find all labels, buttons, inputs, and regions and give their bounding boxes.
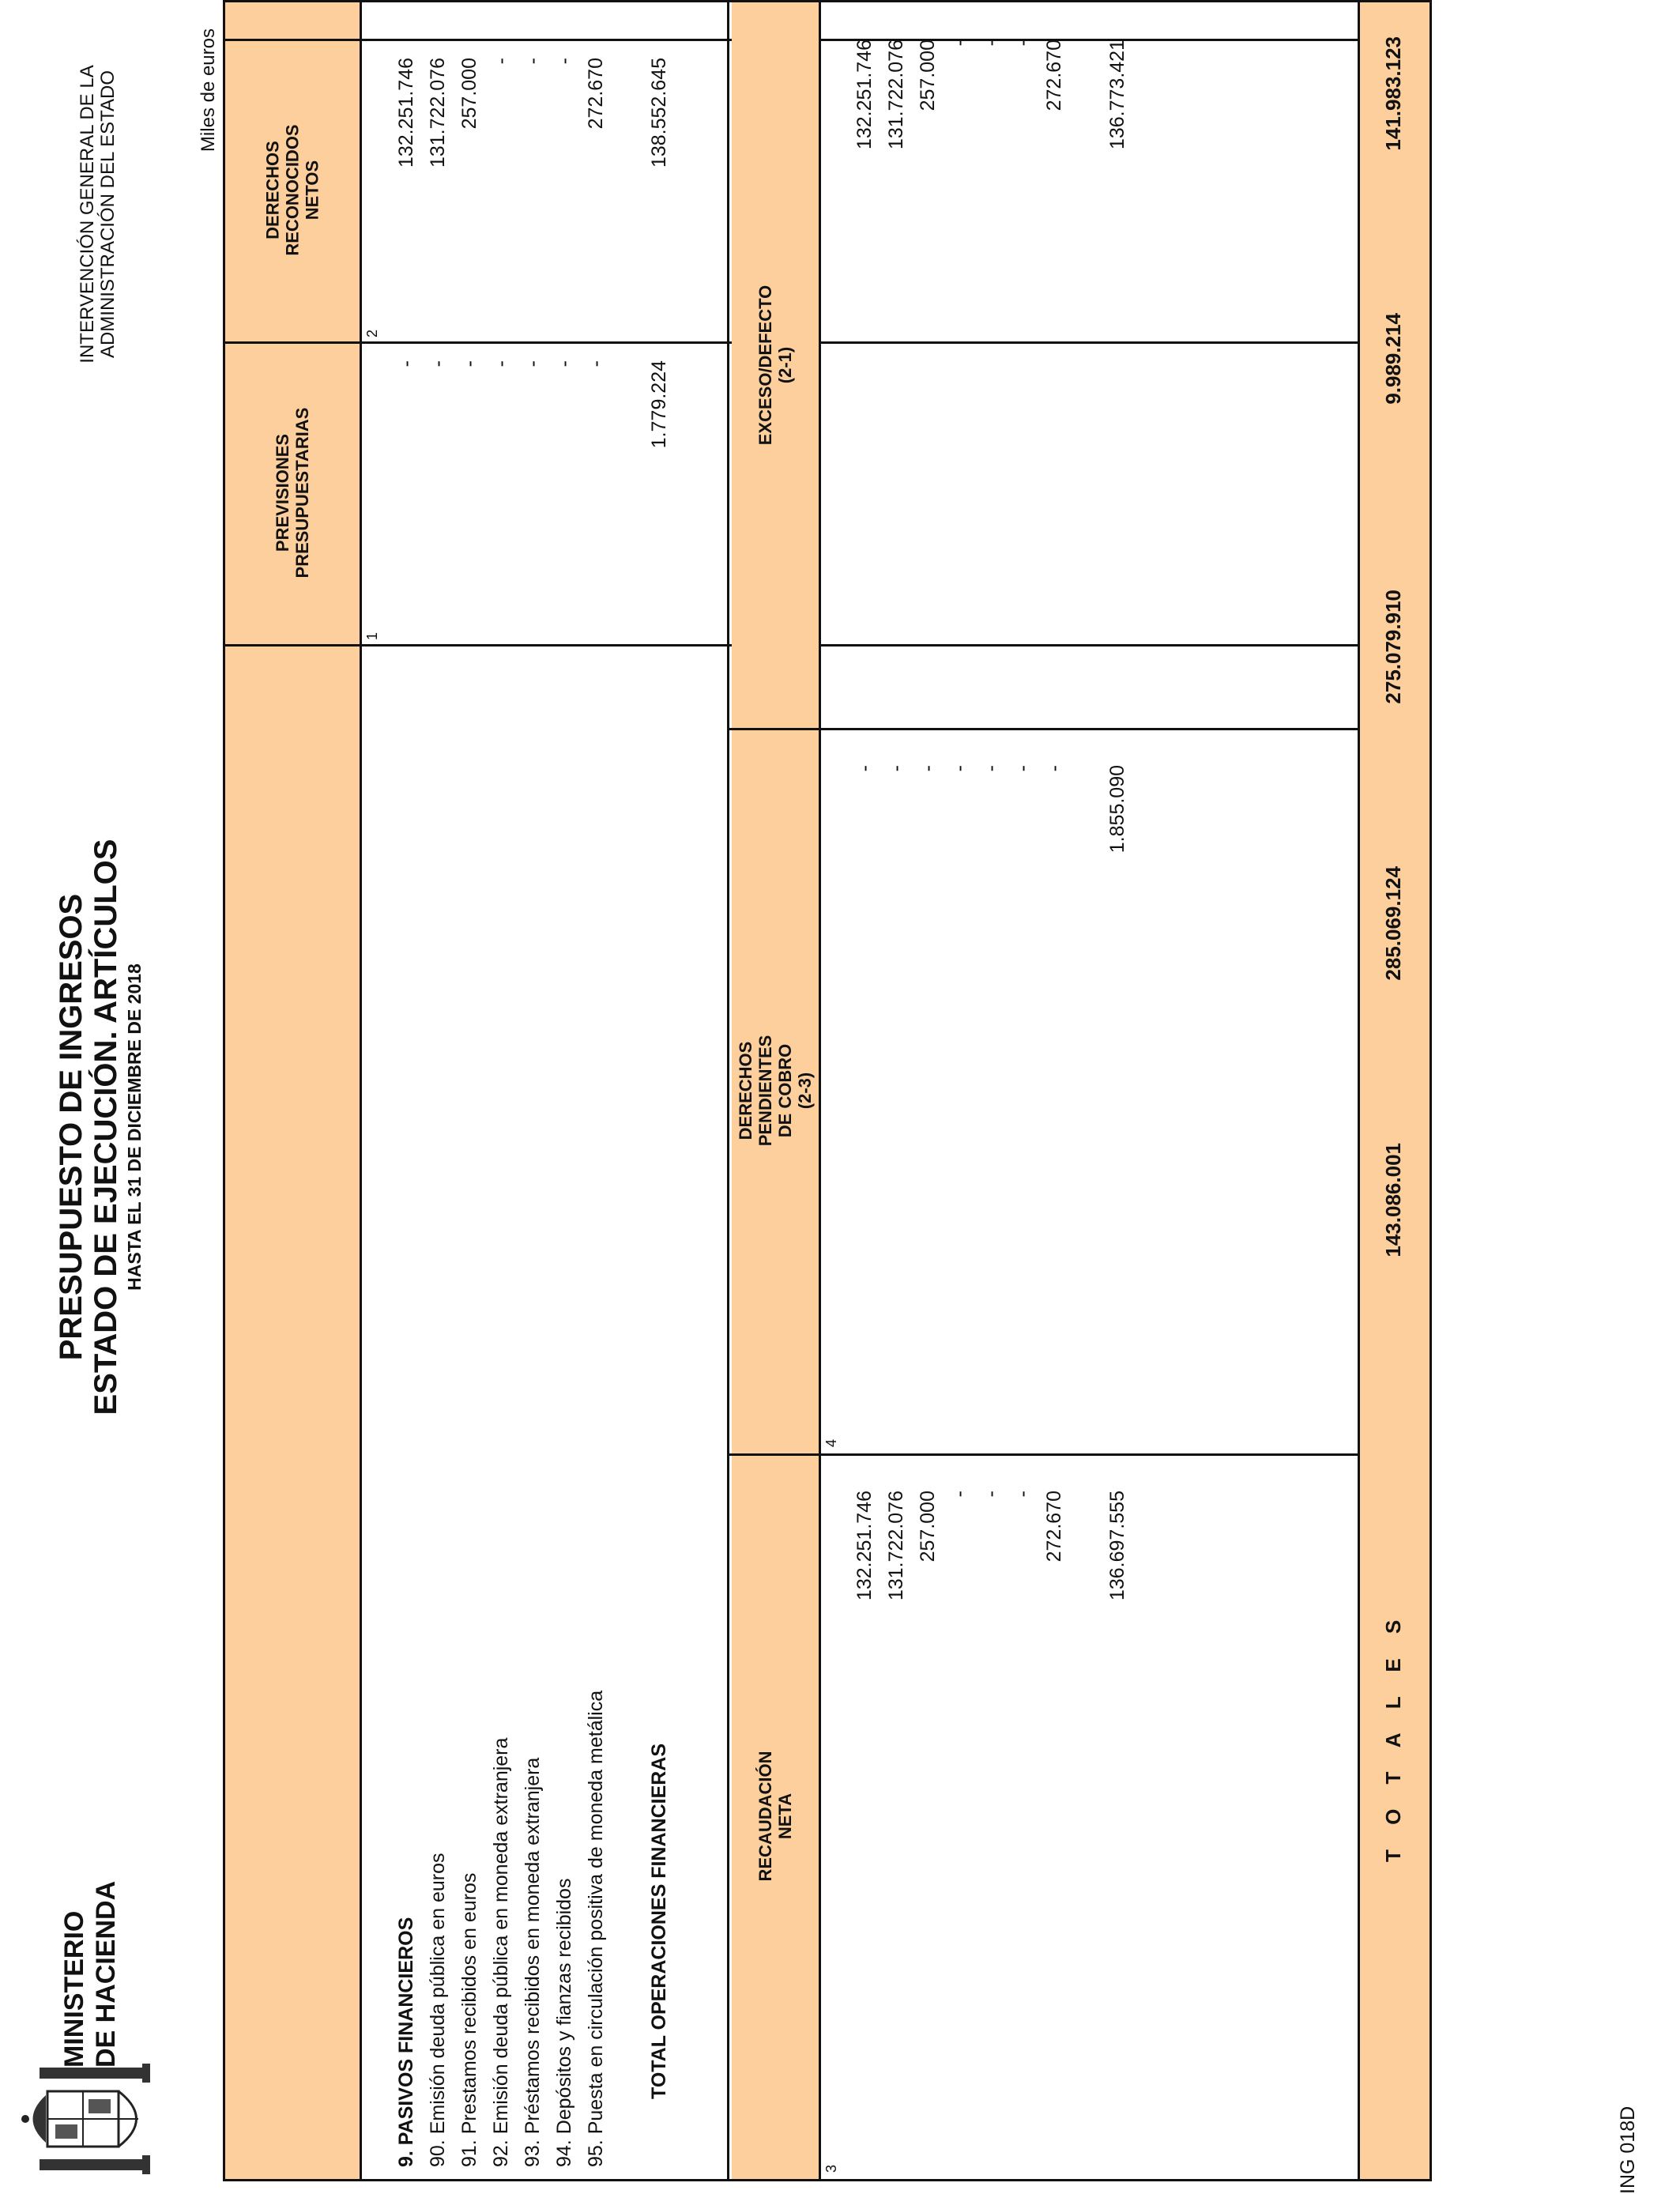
cell-r3-c4: - bbox=[948, 765, 970, 772]
column-header-1 bbox=[225, 341, 360, 644]
column-header-2-line-1: DERECHOS bbox=[262, 141, 283, 239]
cell-total-ops-c5: 136.773.421 bbox=[1106, 40, 1128, 150]
cell-r1-c2: 131.722.076 bbox=[427, 58, 449, 168]
cell-r6-c5: 272.670 bbox=[1043, 40, 1065, 111]
column-header-3 bbox=[732, 1453, 819, 2179]
column-divider-5 bbox=[729, 728, 1360, 730]
cell-r6-c2: 272.670 bbox=[585, 58, 607, 130]
column-number-2: 2 bbox=[364, 329, 380, 337]
column-header-5-line-1: EXCESO/DEFECTO bbox=[755, 285, 775, 446]
cell-total-ops-c1: 1.779.224 bbox=[648, 360, 670, 449]
cell-r1-c5: 131.722.076 bbox=[885, 40, 907, 150]
cell-r4-c2: - bbox=[522, 58, 544, 65]
cell-r6-c3: 272.670 bbox=[1043, 1491, 1065, 1563]
column-header-2 bbox=[225, 39, 360, 341]
cell-r2-c3: 257.000 bbox=[917, 1491, 939, 1563]
cell-r2-c4: - bbox=[917, 765, 939, 772]
column-header-2-line-2: RECONOCIDOS bbox=[282, 124, 303, 256]
column-number-1: 1 bbox=[364, 631, 380, 640]
header-overflow bbox=[225, 2, 360, 39]
total-c2: 285.069.124 bbox=[1381, 866, 1405, 981]
cell-r1-c3: 131.722.076 bbox=[885, 1491, 907, 1601]
row-label-94: 94. Depósitos y fianzas recibidos bbox=[553, 1878, 575, 2167]
row-label-91: 91. Prestamos recibidos en euros bbox=[458, 1872, 480, 2167]
total-c5: 141.983.123 bbox=[1381, 36, 1405, 151]
total-c4: 9.989.214 bbox=[1381, 313, 1405, 405]
ministry-name bbox=[58, 1881, 122, 2068]
budget-table bbox=[223, 0, 1432, 2181]
cell-r5-c4: - bbox=[1011, 765, 1034, 772]
column-header-3-line-1: RECAUDACIÓN bbox=[755, 1751, 775, 1882]
title-line-2: ESTADO DE EJECUCIÓN. ARTÍCULOS bbox=[89, 839, 123, 1416]
coat-of-arms-icon bbox=[16, 2060, 166, 2178]
cell-total-ops-c4: 1.855.090 bbox=[1106, 765, 1128, 854]
cell-r2-c5: 257.000 bbox=[917, 40, 939, 111]
column-divider-1 bbox=[223, 644, 1432, 647]
title-date: HASTA EL 31 DE DICIEMBRE DE 2018 bbox=[124, 963, 145, 1291]
cell-r2-c2: 257.000 bbox=[458, 58, 480, 130]
ministry-line-2: DE HACIENDA bbox=[91, 1880, 121, 2068]
block-divider bbox=[727, 2, 729, 2179]
label-header-cell bbox=[225, 644, 360, 2179]
block2-header-divider bbox=[819, 2, 821, 2179]
cell-r5-c5: - bbox=[1011, 40, 1034, 47]
cell-r5-c1: - bbox=[553, 360, 575, 368]
column-divider-4 bbox=[729, 1453, 1360, 1456]
column-header-4-line-3: DE COBRO bbox=[775, 1043, 795, 1138]
cell-r5-c2: - bbox=[553, 58, 575, 65]
cell-r0-c3: 132.251.746 bbox=[853, 1491, 876, 1601]
column-header-1-line-1: PREVISIONES bbox=[273, 433, 292, 552]
cell-total-ops-c2: 138.552.645 bbox=[648, 58, 670, 168]
column-header-4-line-4: (2-3) bbox=[795, 1072, 815, 1110]
report-title bbox=[54, 771, 145, 1483]
cell-r6-c1: - bbox=[585, 360, 607, 368]
cell-r0-c2: 132.251.746 bbox=[395, 58, 417, 168]
cell-r1-c1: - bbox=[427, 360, 449, 368]
cell-r3-c2: - bbox=[490, 58, 512, 65]
cell-r3-c3: - bbox=[948, 1491, 970, 1498]
column-header-4-line-1: DERECHOS bbox=[736, 1041, 755, 1140]
column-header-3-line-2: NETA bbox=[775, 1793, 795, 1840]
cell-r4-c1: - bbox=[522, 360, 544, 368]
row-label-92: 92. Emisión deuda pública en moneda extranjera bbox=[490, 1737, 512, 2167]
document-code: ING 018D bbox=[1617, 2105, 1639, 2194]
cell-r0-c4: - bbox=[853, 765, 876, 772]
cell-r2-c1: - bbox=[458, 360, 480, 368]
title-line-1: PRESUPUESTO DE INGRESOS bbox=[54, 893, 89, 1361]
cell-total-ops-c3: 136.697.555 bbox=[1106, 1491, 1128, 1601]
cell-r1-c4: - bbox=[885, 765, 907, 772]
row-label-pasivos: 9. PASIVOS FINANCIEROS bbox=[395, 1917, 417, 2167]
row-label-93: 93. Préstamos recibidos en moneda extranjera bbox=[522, 1757, 544, 2167]
column-header-4-line-2: PENDIENTES bbox=[755, 1035, 775, 1147]
cell-r5-c3: - bbox=[1011, 1491, 1034, 1498]
column-header-4 bbox=[732, 728, 819, 1453]
column-divider-2 bbox=[223, 341, 1432, 344]
row-label-90: 90. Emisión deuda pública en euros bbox=[427, 1853, 449, 2167]
column-header-1-line-2: PRESUPUESTARIAS bbox=[292, 407, 312, 579]
column-header-2-line-3: NETOS bbox=[302, 160, 322, 221]
total-c1: 143.086.001 bbox=[1381, 1143, 1405, 1257]
igae-line-2: ADMINISTRACIÓN DEL ESTADO bbox=[97, 70, 119, 359]
cell-r0-c1: - bbox=[395, 360, 417, 368]
column-header-5 bbox=[732, 2, 819, 728]
row-label-total-ops: TOTAL OPERACIONES FINANCIERAS bbox=[648, 1743, 670, 2099]
cell-r4-c5: - bbox=[980, 40, 1002, 47]
cell-r3-c5: - bbox=[948, 40, 970, 47]
cell-r4-c3: - bbox=[980, 1491, 1002, 1498]
totals-label: T O T A L E S bbox=[1381, 1610, 1405, 1862]
header-divider bbox=[360, 2, 362, 2179]
cell-r4-c4: - bbox=[980, 765, 1002, 772]
column-number-4: 4 bbox=[823, 1438, 839, 1447]
ministry-line-1: MINISTERIO bbox=[59, 1910, 89, 2068]
cell-r6-c4: - bbox=[1043, 765, 1065, 772]
column-number-3: 3 bbox=[823, 2164, 839, 2173]
total-c3: 275.079.910 bbox=[1381, 590, 1405, 704]
igae-line-1: INTERVENCIÓN GENERAL DE LA bbox=[77, 65, 98, 364]
units-label: Miles de euros bbox=[198, 28, 219, 153]
cell-r0-c5: 132.251.746 bbox=[853, 40, 876, 150]
column-header-5-line-2: (2-1) bbox=[775, 346, 795, 384]
column-divider-3 bbox=[223, 39, 1432, 41]
igae-name bbox=[77, 28, 119, 400]
cell-r3-c1: - bbox=[490, 360, 512, 368]
row-label-95: 95. Puesta en circulación positiva de moneda metálica bbox=[585, 1690, 607, 2167]
